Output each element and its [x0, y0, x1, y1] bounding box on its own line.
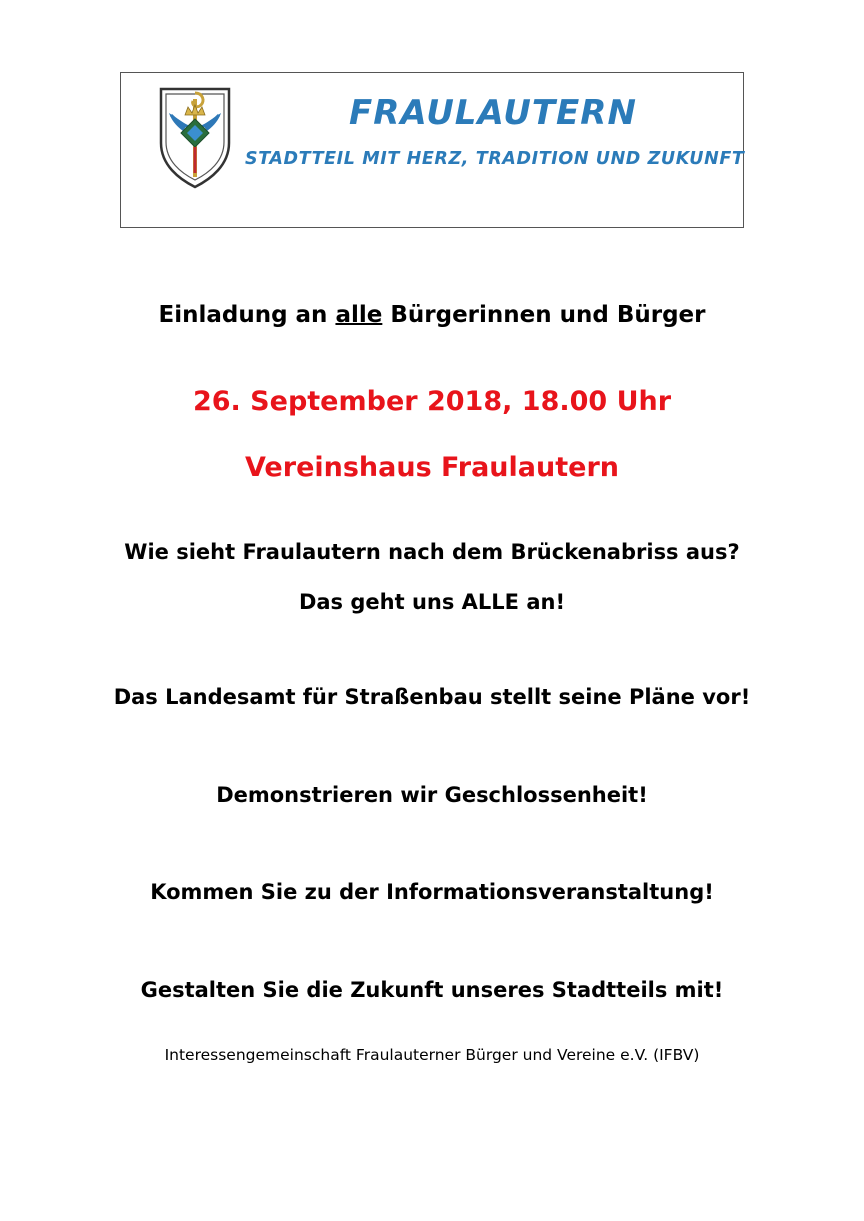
header-banner — [120, 72, 744, 228]
body-line-unity: Demonstrieren wir Geschlossenheit! — [216, 783, 648, 807]
invitation-suffix: Bürgerinnen und Bürger — [382, 302, 706, 328]
body-line-attend: Kommen Sie zu der Informationsveranstaltung! — [150, 880, 714, 904]
footer-organization: Interessengemeinschaft Fraulauterner Bürger und Vereine e.V. (IFBV) — [164, 1046, 700, 1064]
body-line-presentation: Das Landesamt für Straßenbau stellt seine Pläne vor! — [113, 685, 751, 709]
body-line-question: Wie sieht Fraulautern nach dem Brückenabriss aus? — [124, 540, 740, 564]
invitation-line — [0, 302, 864, 328]
invitation-emphasis: alle — [335, 302, 383, 328]
header-title: FRAULAUTERN — [349, 93, 637, 133]
event-venue: Vereinshaus Fraulautern — [245, 452, 619, 483]
body-line-concerns-all: Das geht uns ALLE an! — [298, 590, 566, 614]
coat-of-arms-icon — [157, 85, 233, 189]
event-date-time: 26. September 2018, 18.00 Uhr — [192, 386, 672, 417]
header-subtitle: STADTTEIL MIT HERZ, TRADITION UND ZUKUNFT — [245, 149, 745, 169]
invitation-prefix: Einladung an — [158, 302, 336, 328]
body-line-shape-future: Gestalten Sie die Zukunft unseres Stadtteils mit! — [140, 978, 724, 1002]
